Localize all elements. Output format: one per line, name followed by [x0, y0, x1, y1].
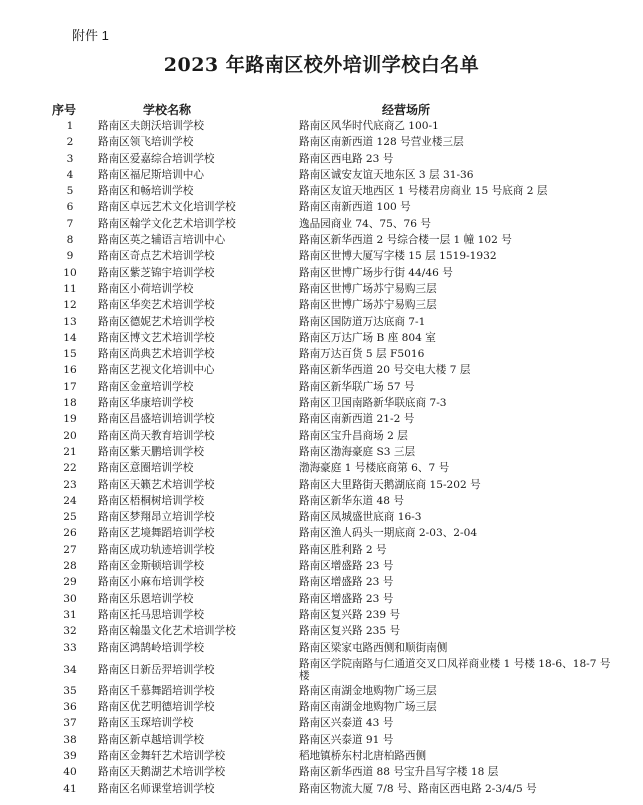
row-school-name: 路南区华康培训学校 [98, 397, 194, 410]
table-row [0, 445, 643, 461]
row-business-address: 路南区宝升昌商场 2 层 [299, 429, 408, 442]
row-serial-number: 23 [63, 478, 77, 491]
table-row [0, 298, 643, 314]
row-serial-number: 35 [63, 684, 77, 697]
row-business-address: 路南区南新西道 128 号营业楼三层 [299, 136, 464, 149]
table-row [0, 233, 643, 249]
row-school-name: 路南区新卓越培训学校 [98, 733, 204, 746]
row-serial-number: 2 [66, 136, 74, 149]
row-school-name: 路南区鸿鹄岭培训学校 [98, 641, 204, 654]
row-serial-number: 8 [66, 234, 74, 247]
table-row [0, 119, 643, 135]
row-school-name: 路南区夫朗沃培训学校 [98, 120, 204, 132]
row-serial-number: 41 [63, 782, 77, 795]
table-row [0, 461, 643, 477]
row-business-address: 路南区兴泰道 43 号 [299, 717, 394, 730]
table-row [0, 347, 643, 363]
row-serial-number: 7 [66, 217, 74, 230]
row-school-name: 路南区卓远艺术文化培训学校 [98, 201, 236, 214]
row-school-name: 路南区玉琛培训学校 [98, 717, 194, 730]
row-school-name: 路南区意圈培训学校 [98, 462, 194, 475]
row-business-address: 稻地镇桥东村北唐柏路西侧 [299, 749, 427, 762]
row-school-name: 路南区天籁艺术培训学校 [98, 478, 215, 491]
row-school-name: 路南区博文艺术培训学校 [98, 331, 215, 344]
row-serial-number: 19 [63, 413, 77, 426]
row-serial-number: 30 [63, 592, 77, 605]
row-school-name: 路南区千慕舞蹈培训学校 [98, 684, 215, 697]
row-business-address: 路南区增盛路 23 号 [299, 560, 394, 573]
row-school-name: 路南区优艺明德培训学校 [98, 701, 215, 714]
row-serial-number: 40 [63, 766, 77, 779]
row-business-address: 路南区物流大厦 7/8 号、路南区西电路 2-3/4/5 号 [299, 782, 537, 795]
row-business-address: 逸品园商业 74、75、76 号 [299, 217, 431, 230]
row-business-address: 路南区渔人码头一期底商 2-03、2-04 [299, 527, 478, 540]
row-business-address: 路南区学院南路与仁通道交叉口凤祥商业楼 1 号楼 18-6、18-7 号楼 [299, 657, 611, 683]
table-row [0, 412, 643, 428]
row-serial-number: 3 [66, 152, 74, 165]
row-serial-number: 21 [63, 445, 77, 458]
row-school-name: 路南区艺视文化培训中心 [98, 364, 215, 377]
row-business-address: 路南区增盛路 23 号 [299, 576, 394, 589]
row-school-name: 路南区紫天鹏培训学校 [98, 445, 204, 458]
table-row [0, 657, 643, 684]
row-serial-number: 28 [63, 560, 77, 573]
row-serial-number: 13 [63, 315, 77, 328]
row-business-address: 路南区凤城盛世底商 16-3 [299, 511, 422, 524]
table-row [0, 315, 643, 331]
row-business-address: 路南区万达广场 B 座 804 室 [299, 331, 436, 344]
row-business-address: 路南区世博广场步行街 44/46 号 [299, 266, 453, 279]
header-serial-number: 序号 [52, 103, 77, 117]
row-serial-number: 36 [63, 701, 77, 714]
row-business-address: 路南区增盛路 23 号 [299, 592, 394, 605]
row-serial-number: 18 [63, 397, 77, 410]
row-serial-number: 39 [63, 749, 77, 762]
row-school-name: 路南区梦翔昂立培训学校 [98, 511, 215, 524]
row-school-name: 路南区紫芝锦宇培训学校 [98, 266, 215, 279]
row-school-name: 路南区翰墨文化艺术培训学校 [98, 625, 236, 638]
table-row [0, 363, 643, 379]
table-row [0, 200, 643, 216]
row-school-name: 路南区华奕艺术培训学校 [98, 299, 215, 312]
row-school-name: 路南区德妮艺术培训学校 [98, 315, 215, 328]
row-school-name: 路南区昌盛培训培训学校 [98, 413, 215, 426]
row-school-name: 路南区福尼斯培训中心 [98, 168, 204, 181]
row-school-name: 路南区名师课堂培训学校 [98, 782, 215, 795]
row-business-address: 路南区新华西道 2 号综合楼一层 1 幢 102 号 [299, 234, 512, 247]
table-row [0, 526, 643, 542]
row-business-address: 路南区友谊天地西区 1 号楼君房商业 15 号底商 2 层 [299, 185, 548, 198]
row-serial-number: 37 [63, 717, 77, 730]
row-business-address: 路南区南湖金地购物广场三层 [299, 684, 437, 697]
table-row [0, 429, 643, 445]
row-serial-number: 38 [63, 733, 77, 746]
table-row [0, 380, 643, 396]
table-row [0, 282, 643, 298]
row-business-address: 路南区兴泰道 91 号 [299, 733, 394, 746]
row-serial-number: 20 [63, 429, 77, 442]
row-business-address: 路南区西电路 23 号 [299, 152, 394, 165]
row-business-address: 路南区南新西道 21-2 号 [299, 413, 415, 426]
table-row [0, 592, 643, 608]
row-serial-number: 16 [63, 364, 77, 377]
row-serial-number: 24 [63, 494, 77, 507]
table-row [0, 510, 643, 526]
row-serial-number: 9 [66, 250, 74, 263]
row-business-address: 路南区南新西道 100 号 [299, 201, 411, 214]
row-business-address: 路南区世博大厦写字楼 15 层 1519-1932 [299, 250, 497, 263]
row-serial-number: 14 [63, 331, 77, 344]
row-business-address: 路南区国防道万达底商 7-1 [299, 315, 426, 328]
row-serial-number: 33 [63, 641, 77, 654]
table-row [0, 749, 643, 765]
row-school-name: 路南区金童培训学校 [98, 380, 194, 393]
row-school-name: 路南区领飞培训学校 [98, 136, 194, 149]
table-row [0, 135, 643, 151]
table-row [0, 641, 643, 657]
row-business-address: 路南区复兴路 239 号 [299, 608, 401, 621]
table-row [0, 559, 643, 575]
row-business-address: 路南区风华时代底商乙 100-1 [299, 120, 439, 132]
table-row [0, 168, 643, 184]
row-school-name: 路南区小荷培训学校 [98, 282, 194, 295]
row-serial-number: 5 [66, 185, 74, 198]
table-row [0, 152, 643, 168]
row-school-name: 路南区金舞轩艺术培训学校 [98, 749, 226, 762]
row-business-address: 路南区世博广场苏宁易购三层 [299, 299, 437, 312]
header-school-name: 学校名称 [143, 103, 192, 117]
row-school-name: 路南区尚典艺术培训学校 [98, 348, 215, 361]
row-business-address: 路南区大里路街天鹅湖底商 15-202 号 [299, 478, 481, 491]
row-school-name: 路南区英之辅语言培训中心 [98, 234, 226, 247]
table-row [0, 733, 643, 749]
attachment-label: 附件 1 [72, 28, 109, 43]
row-business-address: 路南区南湖金地购物广场三层 [299, 701, 437, 714]
table-row [0, 331, 643, 347]
row-school-name: 路南区日新岳羿培训学校 [98, 664, 215, 677]
row-school-name: 路南区乐恩培训学校 [98, 592, 194, 605]
table-row [0, 249, 643, 265]
row-business-address: 路南区新华东道 48 号 [299, 494, 404, 507]
row-school-name: 路南区艺境舞蹈培训学校 [98, 527, 215, 540]
table-row [0, 700, 643, 716]
row-serial-number: 15 [63, 348, 77, 361]
row-business-address: 路南区新华西道 20 号交电大楼 7 层 [299, 364, 471, 377]
row-serial-number: 32 [63, 625, 77, 638]
row-business-address: 路南区新华联广场 57 号 [299, 380, 415, 393]
row-business-address: 路南万达百货 5 层 F5016 [299, 348, 425, 361]
row-serial-number: 17 [63, 380, 77, 393]
row-serial-number: 6 [66, 201, 74, 214]
document-title: 2023 年路南区校外培训学校白名单 [163, 54, 480, 76]
row-business-address: 渤海豪庭 1 号楼底商第 6、7 号 [299, 462, 450, 475]
row-business-address: 路南区胜利路 2 号 [299, 543, 387, 556]
row-serial-number: 29 [63, 576, 77, 589]
row-serial-number: 34 [63, 664, 77, 677]
row-school-name: 路南区金斯顿培训学校 [98, 560, 204, 573]
row-serial-number: 4 [66, 168, 74, 181]
table-row [0, 184, 643, 200]
row-business-address: 路南区诚安友谊天地东区 3 层 31-36 [299, 168, 474, 181]
table-row [0, 716, 643, 732]
row-business-address: 路南区卫国南路新华联底商 7-3 [299, 397, 447, 410]
row-serial-number: 26 [63, 527, 77, 540]
row-school-name: 路南区天鹅湖艺术培训学校 [98, 766, 226, 779]
table-row [0, 782, 643, 798]
table-row [0, 624, 643, 640]
table-row [0, 396, 643, 412]
row-serial-number: 1 [66, 120, 74, 132]
row-school-name: 路南区托马思培训学校 [98, 608, 204, 621]
table-row [0, 608, 643, 624]
row-school-name: 路南区爱嘉综合培训学校 [98, 152, 215, 165]
table-row [0, 478, 643, 494]
row-serial-number: 25 [63, 511, 77, 524]
table-row [0, 266, 643, 282]
table-row [0, 543, 643, 559]
row-serial-number: 22 [63, 462, 77, 475]
row-serial-number: 11 [63, 282, 77, 295]
row-school-name: 路南区翰学文化艺术培训学校 [98, 217, 236, 230]
row-school-name: 路南区尚天教育培训学校 [98, 429, 215, 442]
row-business-address: 路南区新华西道 88 号宝升昌写字楼 18 层 [299, 766, 499, 779]
table-row [0, 684, 643, 700]
table-row [0, 765, 643, 781]
row-school-name: 路南区奇点艺术培训学校 [98, 250, 215, 263]
row-serial-number: 12 [63, 299, 77, 312]
table-row [0, 575, 643, 591]
table-row [0, 494, 643, 510]
row-serial-number: 10 [63, 266, 77, 279]
header-business-address: 经营场所 [382, 103, 431, 117]
table-row [0, 217, 643, 233]
row-business-address: 路南区复兴路 235 号 [299, 625, 401, 638]
row-school-name: 路南区梧桐树培训学校 [98, 494, 204, 507]
row-business-address: 路南区渤海豪庭 S3 三层 [299, 445, 416, 458]
row-serial-number: 31 [63, 608, 77, 621]
row-serial-number: 27 [63, 543, 77, 556]
row-business-address: 路南区梁家屯路西侧和顺街南侧 [299, 641, 448, 654]
row-school-name: 路南区和畅培训学校 [98, 185, 194, 198]
school-list [0, 119, 643, 798]
row-school-name: 路南区小麻布培训学校 [98, 576, 204, 589]
row-business-address: 路南区世博广场苏宁易购三层 [299, 282, 437, 295]
row-school-name: 路南区成功轨迹培训学校 [98, 543, 215, 556]
